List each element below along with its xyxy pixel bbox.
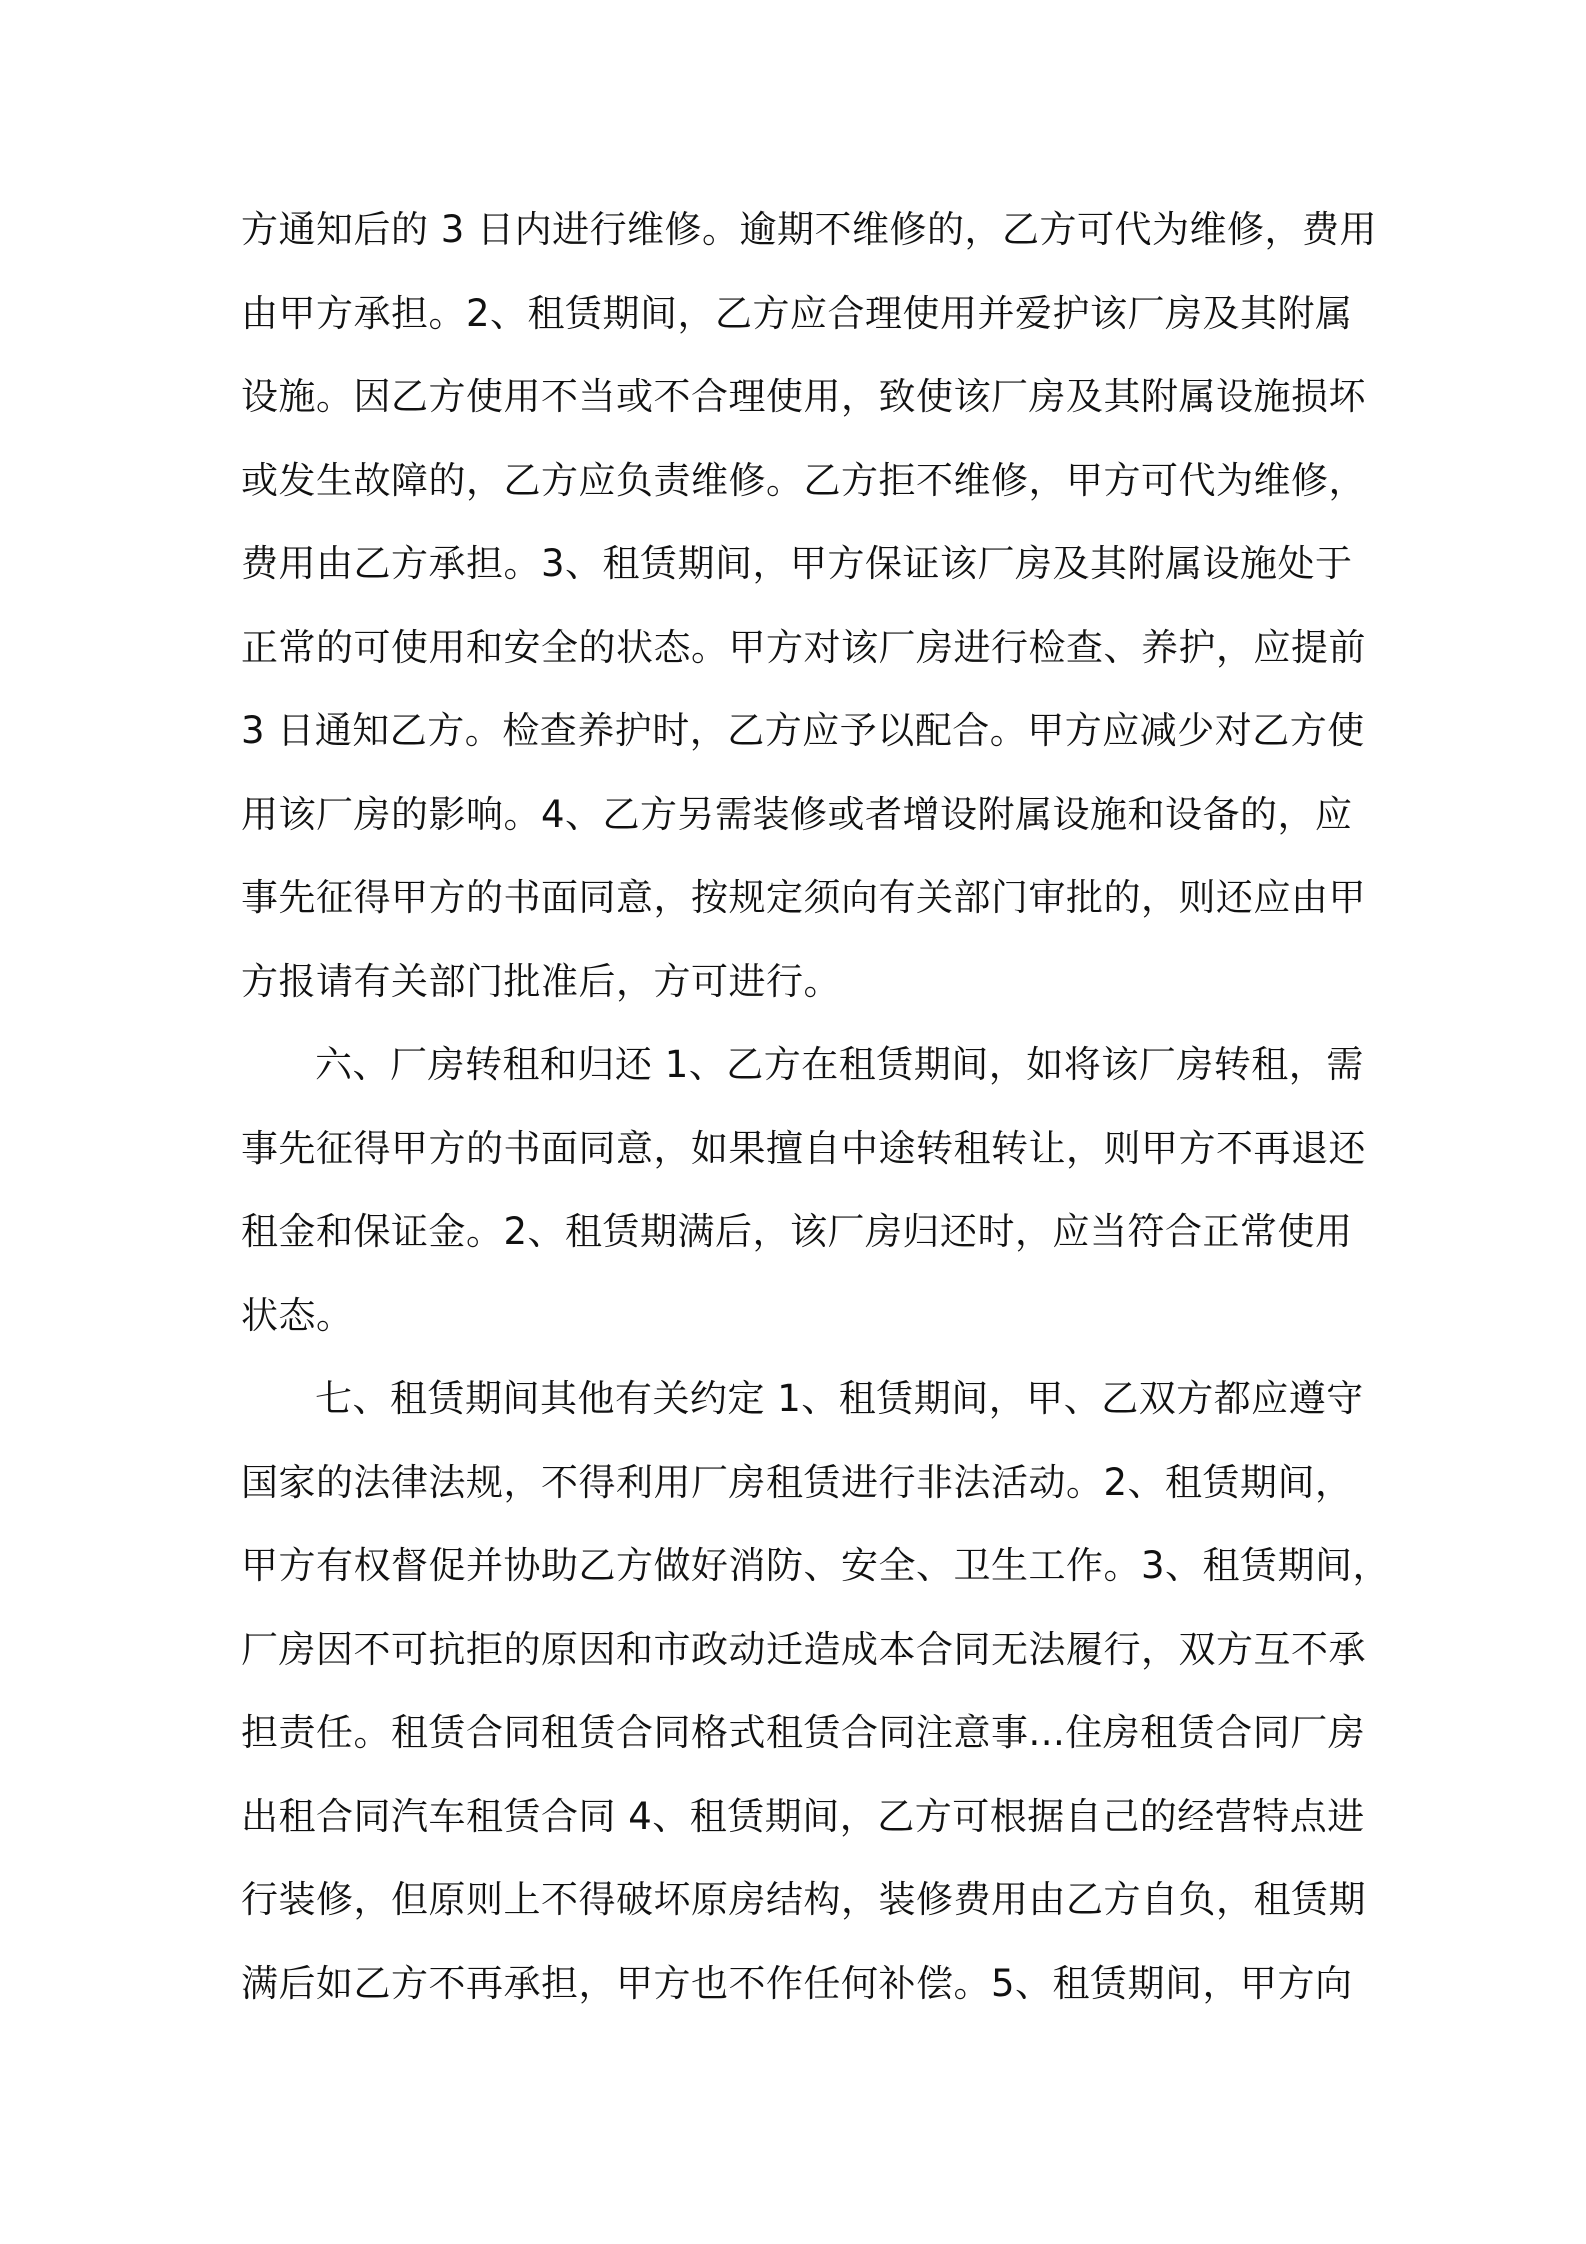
document-body: [241, 188, 1391, 2025]
paragraph-2-line-4: 状态。: [241, 1293, 354, 1337]
paragraph-1-line-6: 正常的可使用和安全的状态。甲方对该厂房进行检查、养护，应提前: [241, 625, 1366, 669]
paragraph-1-line-2: 由甲方承担。2、租赁期间，乙方应合理使用并爱护该厂房及其附属: [241, 291, 1353, 335]
paragraph-1-line-5: 费用由乙方承担。3、租赁期间，甲方保证该厂房及其附属设施处于: [241, 542, 1353, 585]
paragraph-1-line-4: 或发生故障的，乙方应负责维修。乙方拒不维修，甲方可代为维修，: [241, 458, 1366, 502]
paragraph-3-line-6: 出租合同汽车租赁合同 4、租赁期间，乙方可根据自己的经营特点进: [241, 1794, 1365, 1838]
paragraph-1-line-7: 3 日通知乙方。检查养护时，乙方应予以配合。甲方应减少对乙方使: [241, 709, 1365, 752]
paragraph-3-line-4: 厂房因不可抗拒的原因和市政动迁造成本合同无法履行，双方互不承: [241, 1627, 1366, 1671]
paragraph-3-line-3: 甲方有权督促并协助乙方做好消防、安全、卫生工作。3、租赁期间，: [241, 1544, 1391, 1587]
paragraph-3-line-1: 七、租赁期间其他有关约定 1、租赁期间，甲、乙双方都应遵守: [315, 1377, 1364, 1420]
paragraph-2-line-1: 六、厂房转租和归还 1、乙方在租赁期间，如将该厂房转租，需: [315, 1043, 1364, 1086]
paragraph-1-line-3: 设施。因乙方使用不当或不合理使用，致使该厂房及其附属设施损坏: [241, 375, 1366, 418]
paragraph-3-line-5: 担责任。租赁合同租赁合同格式租赁合同注意事...住房租赁合同厂房: [241, 1711, 1366, 1754]
paragraph-2-line-3: 租金和保证金。2、租赁期满后，该厂房归还时，应当符合正常使用: [241, 1210, 1353, 1253]
paragraph-2-line-2: 事先征得甲方的书面同意，如果擅自中途转租转让，则甲方不再退还: [241, 1126, 1366, 1170]
paragraph-1-line-10: 方报请有关部门批准后，方可进行。: [241, 959, 841, 1003]
paragraph-1-line-8: 用该厂房的影响。4、乙方另需装修或者增设附属设施和设备的，应: [241, 792, 1353, 836]
paragraph-3-line-7: 行装修，但原则上不得破坏原房结构，装修费用由乙方自负，租赁期: [241, 1878, 1366, 1921]
paragraph-3-line-8: 满后如乙方不再承担，甲方也不作任何补偿。5、租赁期间，甲方向: [241, 1961, 1353, 2005]
paragraph-1-line-9: 事先征得甲方的书面同意，按规定须向有关部门审批的，则还应由甲: [241, 876, 1366, 919]
paragraph-1-line-1: 方通知后的 3 日内进行维修。逾期不维修的，乙方可代为维修，费用: [241, 208, 1378, 251]
paragraph-3-line-2: 国家的法律法规，不得利用厂房租赁进行非法活动。2、租赁期间，: [241, 1460, 1353, 1504]
